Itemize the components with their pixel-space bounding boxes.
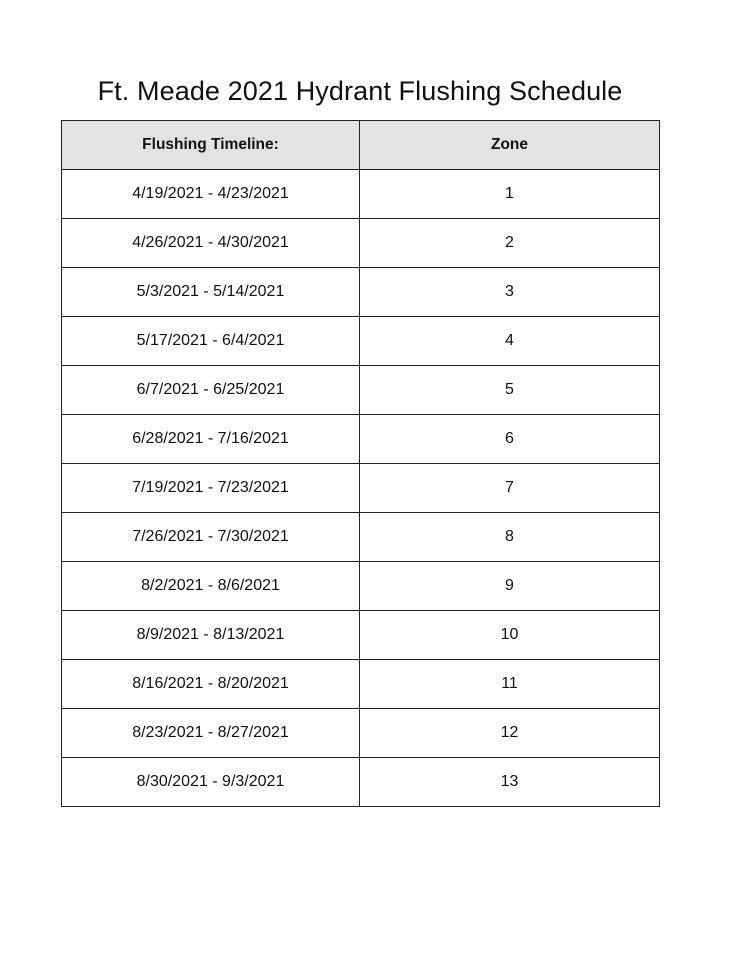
zone-cell: 1	[360, 170, 660, 219]
timeline-cell: 4/19/2021 - 4/23/2021	[62, 170, 360, 219]
zone-cell: 3	[360, 268, 660, 317]
zone-cell: 8	[360, 513, 660, 562]
timeline-cell: 5/3/2021 - 5/14/2021	[62, 268, 360, 317]
table-row	[62, 170, 660, 219]
table-row	[62, 415, 660, 464]
timeline-cell: 7/19/2021 - 7/23/2021	[62, 464, 360, 513]
timeline-cell: 5/17/2021 - 6/4/2021	[62, 317, 360, 366]
table-row	[62, 464, 660, 513]
table-header-row	[62, 121, 660, 170]
zone-cell: 2	[360, 219, 660, 268]
header-zone: Zone	[360, 121, 660, 170]
zone-cell: 11	[360, 660, 660, 709]
schedule-table	[61, 120, 660, 807]
table-row	[62, 758, 660, 807]
timeline-cell: 4/26/2021 - 4/30/2021	[62, 219, 360, 268]
table-row	[62, 366, 660, 415]
timeline-cell: 8/16/2021 - 8/20/2021	[62, 660, 360, 709]
table-row	[62, 513, 660, 562]
timeline-cell: 8/9/2021 - 8/13/2021	[62, 611, 360, 660]
table-row	[62, 660, 660, 709]
timeline-cell: 8/2/2021 - 8/6/2021	[62, 562, 360, 611]
timeline-cell: 6/28/2021 - 7/16/2021	[62, 415, 360, 464]
timeline-cell: 6/7/2021 - 6/25/2021	[62, 366, 360, 415]
timeline-cell: 8/30/2021 - 9/3/2021	[62, 758, 360, 807]
table-row	[62, 219, 660, 268]
table-row	[62, 317, 660, 366]
header-flushing-timeline: Flushing Timeline:	[62, 121, 360, 170]
zone-cell: 6	[360, 415, 660, 464]
zone-cell: 9	[360, 562, 660, 611]
zone-cell: 4	[360, 317, 660, 366]
table-row	[62, 268, 660, 317]
timeline-cell: 8/23/2021 - 8/27/2021	[62, 709, 360, 758]
zone-cell: 13	[360, 758, 660, 807]
page-title: Ft. Meade 2021 Hydrant Flushing Schedule	[97, 76, 623, 106]
zone-cell: 5	[360, 366, 660, 415]
table-row	[62, 709, 660, 758]
timeline-cell: 7/26/2021 - 7/30/2021	[62, 513, 360, 562]
table-row	[62, 611, 660, 660]
zone-cell: 10	[360, 611, 660, 660]
zone-cell: 7	[360, 464, 660, 513]
table-row	[62, 562, 660, 611]
zone-cell: 12	[360, 709, 660, 758]
